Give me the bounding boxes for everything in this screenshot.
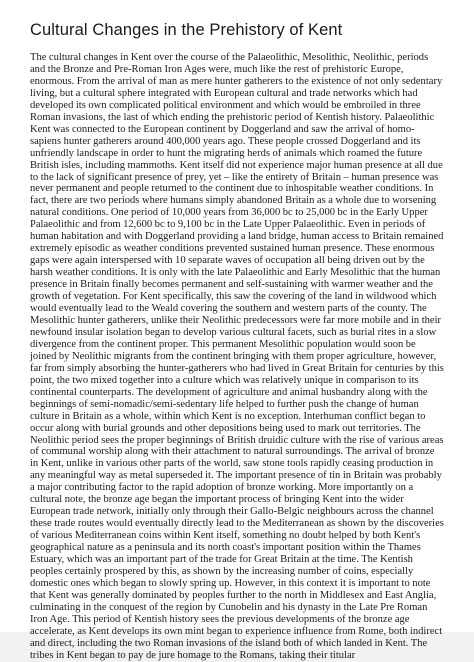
document-body-text: The cultural changes in Kent over the course of the Palaeolithic, Mesolithic, Neolithic, periods and the Bronze and Pre-Roman Iron Ages were, much like the rest of prehistoric Europe, enormous. From the arrival of man as mere hunter gatherers to the existence of not only sedentary living, but a cultural sphere integrated with European cultural and trade networks which had developed its own complicated political environment and which would be embroiled in three Roman invasions, the last of which ending the prehistoric period of Kentish history. Palaeolithic Kent was connected to the European continent by Doggerland and saw the arrival of homo-sapiens hunter gatherers around 400,000 years ago. These people crossed Doggerland and its unfriendly landscape in order to hunt the migrating herds of animals which roamed the future British isles, including mammoths. Kent itself did not experience major human presence at all due to the lack of significant presence of prey, yet – like the entirety of Britain – human presence was never permanent and people returned to the continent due to inhospitable weather conditions. In fact, there are two periods where humans simply abandoned Britain as a whole due to worsening natural conditions. One period of 10,000 years from 36,000 bc to 25,000 bc in the Early Upper Palaeolithic and from 12,600 bc to 9,100 bc in the Late Upper Palaeolithic. Even in periods of human habitation and with Doggerland providing a land bridge, human access to Britain remained extremely episodic as weather conditions prevented sustained human presence. These enormous gaps were again interspersed with 10 separate waves of occupation all being driven out by the harsh weather conditions. It is only with the late Palaeolithic and Early Mesolithic that the human presence in Britain finally becomes permanent and self-sustaining with warmer weather and the growth of vegetation. For Kent specifically, this saw the covering of the land in wildwood which would eventually lead to the Weald covering the southern and western parts of the county. The Mesolithic hunter gatherers, unlike their Neolithic predecessors were far more mobile and in their newfound insular isolation began to develop various cultural facets, such as burial rites in a slow divergence from the continent proper. This permanent Mesolithic population would soon be joined by Neolithic migrants from the continent bringing with them proper agriculture, however, far from simply absorbing the hunter-gatherers who had lived in Great Britain for centuries by this point, the two mixed together into a culture which was relatively unique in comparison to its continental counterparts. The development of agriculture and animal husbandry along with the beginnings of semi-nomadic/semi-sedentary life helped to further push the change of human culture in Britain as a whole, within which Kent is no exception. Interhuman conflict began to occur along with burial grounds and other depositions being used to mark out territories. The Neolithic period sees the proper beginnings of British druidic culture with the rise of various areas of communal worship along with their attachment to natural surroundings. The arrival of bronze in Kent, unlike in various other parts of the world, saw stone tools rapidly ceasing production in any meaningful way as metal superseded it. The important presence of tin in Britain was probably a major contributing factor to the rapid adoption of bronze working. More importantly on a cultural note, the bronze age began the important process of bringing Kent into the wider European trade network, initially only through their Gallo-Belgic neighbours across the channel these trade routes would eventually directly lead to the Mediterranean as shown by the discoveries of various Mediterranean coins within Kent itself, something no doubt helped by both Kent's geographical nature as a peninsula and its north coast's important position within the Thames Estuary, which was an important part of the trade for Great Britain at the time. The Kentish peoples certainly prospered by this, as shown by the increasing number of coins, especially domestic ones which began to slowly spring up. However, in this context it is important to note that Kent was generally dominated by peoples further to the north in Middlesex and East Anglia, culminating in the conquest of the region by Cunobelin and his dynasty in the Late Pre Roman Iron Age. This period of Kentish history sees the previous developments of the bronze age accelerate, as Kent develops its own mint began to experience influence from Rome, both indirect and direct, including the two Roman invasions of the island both of which landed in Kent. The tribes in Kent began to pay de jure homage to the Romans, taking their titular <box>30 52 444 661</box>
document-title: Cultural Changes in the Prehistory of Kent <box>30 21 343 39</box>
